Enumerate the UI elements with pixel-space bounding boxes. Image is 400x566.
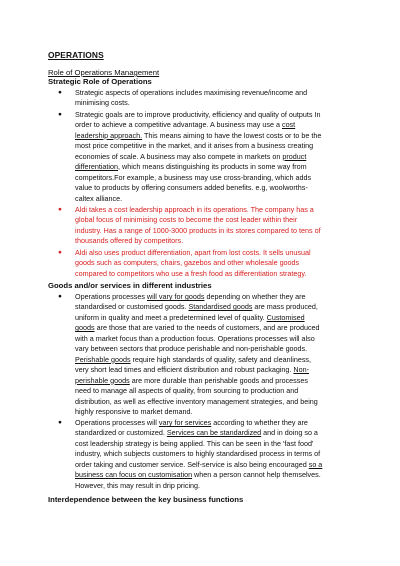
section-heading-strategic: Strategic Role of Operations [48, 77, 152, 86]
list-item: Operations processes will vary for services according to whether they are standardized or customized. Services can be standardized and in doing so a cost leadership strategy is being applied. This can be seen in the 'fast food' industry, which subjects customers to highly standardised process in terms of order taking and customer service. Self-service is also being encouraged so a business can focus on customisation when a person cannot help themselves. However, this may result in drip pricing. [75, 418, 323, 490]
bullet-icon: ● [58, 206, 62, 213]
section-heading-interdependence: Interdependence between the key business functions [48, 495, 244, 504]
list-item: Strategic goals are to improve productivity, efficiency and quality of outputs In order to achieve a competitive advantage. A business may use a cost leadership approach. This means aiming to have the lowest costs or to be the most price competitive in the market, and it arises from a business creating economies of scale. A business may also compete in markets on product differentiation, which means distinguishing its products in some way from competitors.For example, a business may use cross-branding, which adds value to products by offering consumers added benefits. e.g, woolworths- caltex alliance. [75, 110, 322, 203]
list-item: Operations processes will vary for goods depending on whether they are standardised or customised goods. Standardised goods are mass produced, uniform in quality and meet a predetermined level of quality. Customised goods are those that are varied to the needs of customers, and are produced with a market focus than a production focus. Operations processes will also vary between sectors that produce perishable and non-perishable goods. Perishable goods require high standards of quality, safety and cleanliness, very short lead times and efficient distribution and robust packaging. Non- perishable goods are more durable than perishable goods and processes need to manage all aspects of quality, from sourcing to production and distribution, as well as effective inventory management strategies, and being highly responsive to market demand. [75, 292, 320, 416]
bullet-icon: ● [58, 89, 62, 96]
bullet-icon: ● [58, 249, 62, 256]
list-item: Aldi takes a cost leadership approach in its operations. The company has a global focus of minimising costs to become the cost leader within their industry. Has a range of 1000-3000 products in its stores compared to tens of thousands offered by competitors. [75, 205, 321, 246]
page-title: OPERATIONS [48, 50, 104, 60]
bullet-icon: ● [58, 419, 62, 426]
bullet-icon: ● [58, 293, 62, 300]
section-heading-role: Role of Operations Management [48, 68, 160, 77]
bullet-icon: ● [58, 111, 62, 118]
list-item: Aldi also uses product differentiation, apart from lost costs. It sells unusual goods such as computers, chairs, gazebos and other wholesale goods compared to competitors who use a fresh food as differentiation strategy. [75, 248, 311, 278]
list-item: Strategic aspects of operations includes maximising revenue/income and minimising costs. [75, 88, 308, 108]
section-heading-goods: Goods and/or services in different industries [48, 281, 212, 290]
